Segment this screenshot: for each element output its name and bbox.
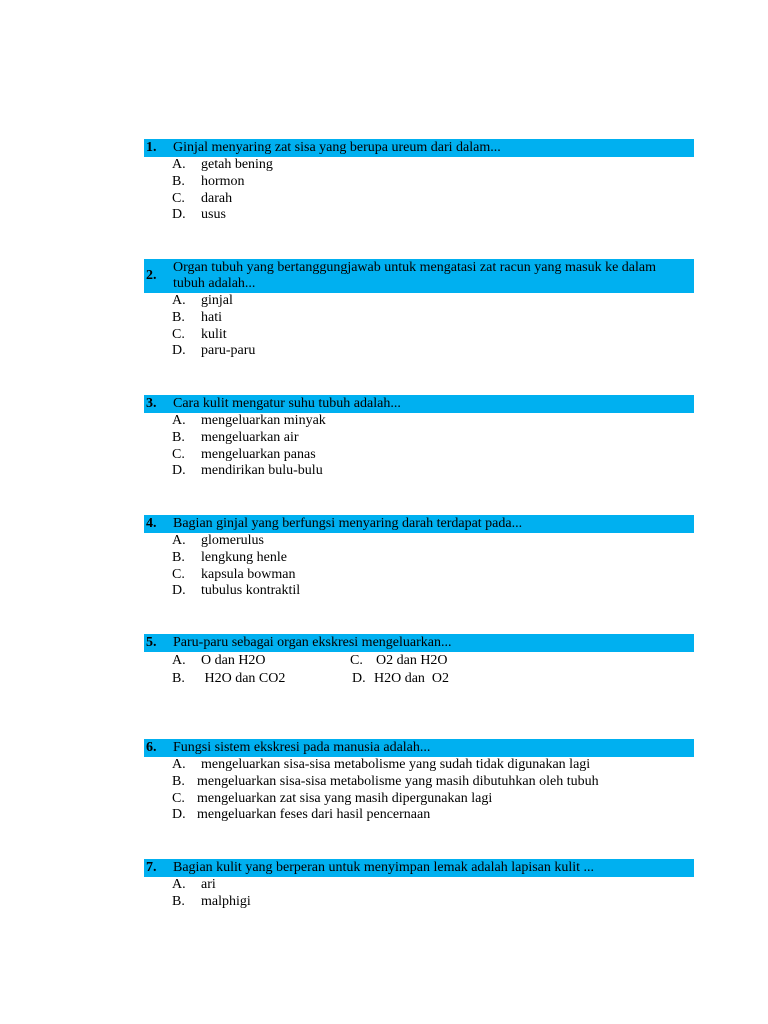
option-letter: B. [172,893,185,909]
option-letter: D. [172,583,186,599]
option-letter: B. [172,773,185,789]
question-4 [144,515,694,600]
option-letter: C. [172,446,185,462]
option-a [172,533,694,550]
option-letter: C. [172,190,185,206]
option-letter: D. [172,807,186,823]
option-letter: B. [172,173,185,189]
question-bar [144,859,694,877]
option-text: hati [201,309,222,325]
option-letter: C. [172,326,185,342]
question-bar [144,634,694,652]
question-number: 4. [146,516,157,531]
question-number: 3. [146,396,157,411]
option-list [144,157,694,224]
option-c [172,447,694,464]
option-b [172,894,694,911]
option-b [172,174,694,191]
option-text: usus [201,207,226,223]
question-number: 6. [146,740,157,755]
option-d [172,343,694,360]
option-text: ari [201,877,216,892]
option-letter: A. [172,877,186,892]
option-b [172,774,694,791]
question-bar [144,739,694,757]
option-c [172,327,694,344]
option-text: kulit [201,326,227,342]
option-d [172,583,694,600]
option-text: paru-paru [201,343,256,359]
question-text: Organ tubuh yang bertanggungjawab untuk mengatasi zat racun yang masuk ke dalam tubuh adalah... [173,260,656,291]
option-letter: C. [172,566,185,582]
question-bar [144,259,694,293]
option-text: mengeluarkan sisa-sisa metabolisme yang masih dibutuhkan oleh tubuh [197,773,599,789]
question-1 [144,139,694,224]
option-d [172,207,694,224]
question-bar [144,395,694,413]
option-text: ginjal [201,293,233,308]
option-letter: A. [172,293,186,308]
option-c [172,191,694,208]
option-text: tubulus kontraktil [201,583,301,599]
question-text: Bagian ginjal yang berfungsi menyaring darah terdapat pada... [173,516,523,531]
option-letter: D. [172,343,186,359]
option-c [350,652,448,670]
option-list [144,413,694,480]
option-text: O dan H2O [201,653,266,668]
option-a [172,157,694,174]
option-a [172,877,694,894]
question-2 [144,259,694,360]
question-bar [144,139,694,157]
option-b [172,430,694,447]
option-d [172,463,694,480]
question-number: 7. [146,860,157,875]
question-text: Fungsi sistem ekskresi pada manusia adalah... [173,740,431,755]
option-text: mengeluarkan feses dari hasil pencernaan [197,807,431,823]
question-text: Bagian kulit yang berperan untuk menyimpan lemak adalah lapisan kulit ... [173,860,595,875]
option-letter: B. [172,670,185,686]
question-text: Cara kulit mengatur suhu tubuh adalah... [173,396,401,411]
option-text: lengkung henle [201,549,287,565]
option-text: mengeluarkan sisa-sisa metabolisme yang sudah tidak digunakan lagi [201,757,591,772]
option-letter: A. [172,653,186,668]
option-b [172,670,352,688]
option-list [144,877,694,911]
option-a [172,652,350,670]
option-text: malphigi [201,893,251,909]
option-letter: D. [172,207,186,223]
option-text: H2O dan CO2 [201,670,286,686]
question-number: 2. [146,268,157,283]
option-list [144,293,694,360]
option-text: H2O dan O2 [374,670,450,686]
option-text: glomerulus [201,533,264,548]
option-c [172,791,694,808]
option-letter: A. [172,413,186,428]
option-a [172,293,694,310]
option-letter: D. [172,463,186,479]
option-text: kapsula bowman [201,566,296,582]
option-list [144,533,694,600]
option-letter: A. [172,533,186,548]
option-letter: D. [352,670,366,686]
option-text: mengeluarkan zat sisa yang masih dipergunakan lagi [197,790,493,806]
option-list [144,757,694,824]
option-grid [144,652,694,687]
option-letter: C. [172,790,185,806]
question-7 [144,859,694,911]
option-text: O2 dan H2O [376,653,448,668]
option-text: mendirikan bulu-bulu [201,463,323,479]
option-a [172,757,694,774]
option-row [172,652,694,670]
question-number: 1. [146,140,157,155]
option-letter: A. [172,757,186,772]
option-a [172,413,694,430]
question-3 [144,395,694,480]
question-5 [144,634,694,687]
question-number: 5. [146,635,157,650]
option-letter: C. [350,653,363,668]
option-letter: B. [172,429,185,445]
option-letter: B. [172,309,185,325]
option-text: mengeluarkan panas [201,446,316,462]
option-c [172,567,694,584]
question-text: Paru-paru sebagai organ ekskresi mengeluarkan... [173,635,452,650]
question-bar [144,515,694,533]
option-text: mengeluarkan minyak [201,413,326,428]
option-letter: A. [172,157,186,172]
option-b [172,310,694,327]
question-text: Ginjal menyaring zat sisa yang berupa ureum dari dalam... [173,140,501,155]
question-6 [144,739,694,824]
option-text: mengeluarkan air [201,429,299,445]
option-d [352,670,449,688]
option-row [172,670,694,688]
option-text: getah bening [201,157,273,172]
option-text: darah [201,190,233,206]
option-letter: B. [172,549,185,565]
option-d [172,807,694,824]
option-b [172,550,694,567]
option-text: hormon [201,173,245,189]
